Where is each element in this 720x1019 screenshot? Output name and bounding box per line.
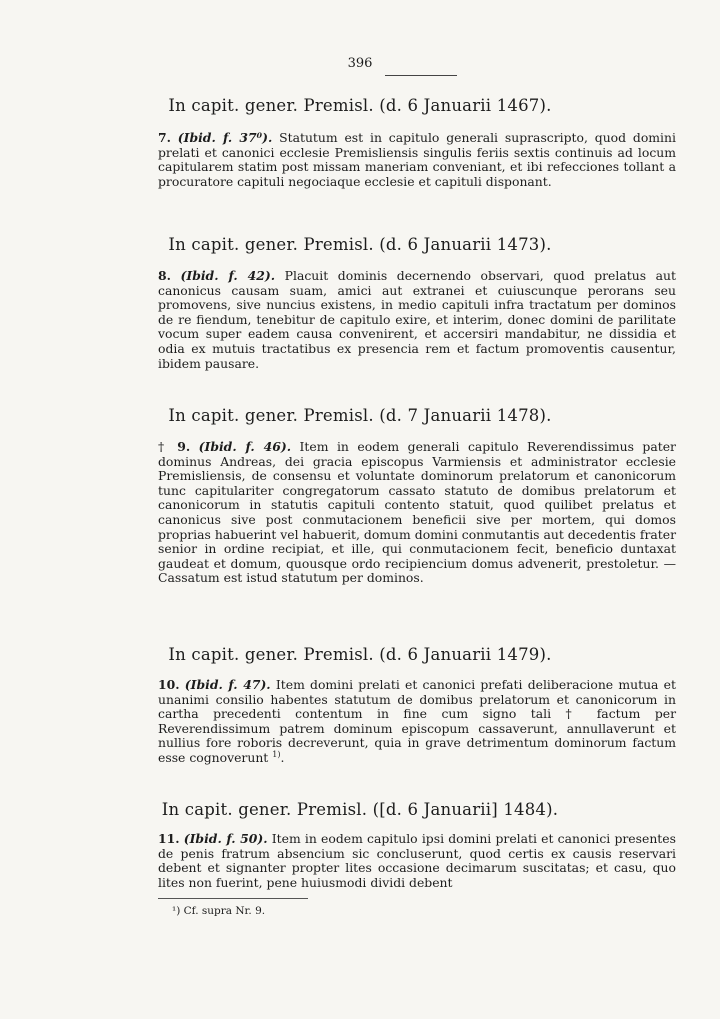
section-heading-11: In capit. gener. Premisl. ([d. 6 Januarii] 1484).	[161, 800, 559, 819]
paragraph-text: Item domini prelati et canonici prefati deliberacione mutua et unanimi consilio habentes statutum de domibus prelatorum et canonicorum in cartha precedenti contentum in fine cum signo tali † factum per Reverendissimum patrem dominum episcopum cassaverunt, annullaverunt et nullius fore roboris decreverunt, quia in grave detrimentum dominorum factum esse cognoverunt	[158, 677, 676, 765]
paragraph-text: Statutum est in capitulo generali suprascripto, quod domini prelati et canonici ecclesie Premisliensis singulis feriis sextis continuis ad locum capitularem statim post missam maneriam conveniant, et ibi refecciones tollant a procuratore capituli negociaque ecclesie et capituli disponant.	[158, 130, 676, 189]
item-number: 8.	[158, 268, 171, 283]
paragraph-10	[158, 678, 676, 766]
source-reference: (Ibid. f. 37⁰).	[177, 130, 273, 145]
dagger-mark: †	[158, 439, 178, 454]
section-heading-10: In capit. gener. Premisl. (d. 6 Januarii 1479).	[168, 645, 552, 664]
footnote-mark: 1)	[272, 749, 281, 759]
paragraph-text: Item in eodem capitulo ipsi domini prelati et canonici presentes de penis fratrum absencium sic concluserunt, quod certis ex causis reservari debent et signanter propter lites occasione decimarum suscitatas; et casu, quo lites non fuerint, pene huiusmodi dividi debent	[158, 831, 676, 890]
paragraph-8	[158, 269, 676, 371]
source-reference: (Ibid. f. 47).	[184, 677, 271, 692]
paragraph-text: Placuit dominis decernendo observari, quod prelatus aut canonicus causam suam, amici aut extranei et cuiuscunque perorans seu promovens, sive nuncius existens, in medio capituli infra tractatum per dominos de re fiendum, tenebitur de capitulo exire, et interim, donec domini de parilitate vocum super eadem causa convenirent, et accersiri mandabitur, ne dissidia et odia ex mutuis tractatibus ex presencia rem et factum promoventis causentur, ibidem pausare.	[158, 268, 676, 371]
paragraph-text-end: .	[280, 749, 285, 765]
paragraph-11	[158, 832, 676, 890]
source-reference: (Ibid. f. 46).	[198, 439, 292, 454]
footnote: ¹) Cf. supra Nr. 9.	[172, 905, 266, 917]
item-number: 7.	[158, 130, 171, 145]
footnote-rule	[158, 898, 308, 899]
section-heading-8: In capit. gener. Premisl. (d. 6 Januarii 1473).	[168, 235, 552, 254]
section-heading-9: In capit. gener. Premisl. (d. 7 Januarii 1478).	[168, 406, 552, 425]
page-number-rule	[385, 75, 457, 76]
section-heading-7: In capit. gener. Premisl. (d. 6 Januarii 1467).	[168, 96, 552, 115]
item-number: 11.	[158, 831, 180, 846]
source-reference: (Ibid. f. 50).	[183, 831, 268, 846]
paragraph-9	[158, 440, 676, 586]
paragraph-text: Item in eodem generali capitulo Reverendissimus pater dominus Andreas, dei gracia episcopus Varmiensis et administrator ecclesie Premisliensis, de consensu et voluntate dominorum prelatorum et canonicorum tunc capitulariter congregatorum cassato statuto de domibus prelatorum et canonicorum in statutis capituli contento statuit, quod quilibet prelatus et canonicus sive post conmutacionem beneficii sive per mortem, qui domos proprias habuerint vel habuerit, domum domini conmutantis aut decedentis frater senior in ordine recipiat, et ille, qui conmutacionem fecit, beneficio duntaxat gaudeat et domum, quousque ordo recipiencium domus advenerit, prestoletur. — Cassatum est istud statutum per dominos.	[158, 439, 676, 586]
source-reference: (Ibid. f. 42).	[180, 268, 276, 283]
item-number: 9.	[177, 439, 191, 454]
page-number: 396	[347, 56, 373, 71]
paragraph-7	[158, 131, 676, 189]
item-number: 10.	[158, 677, 180, 692]
